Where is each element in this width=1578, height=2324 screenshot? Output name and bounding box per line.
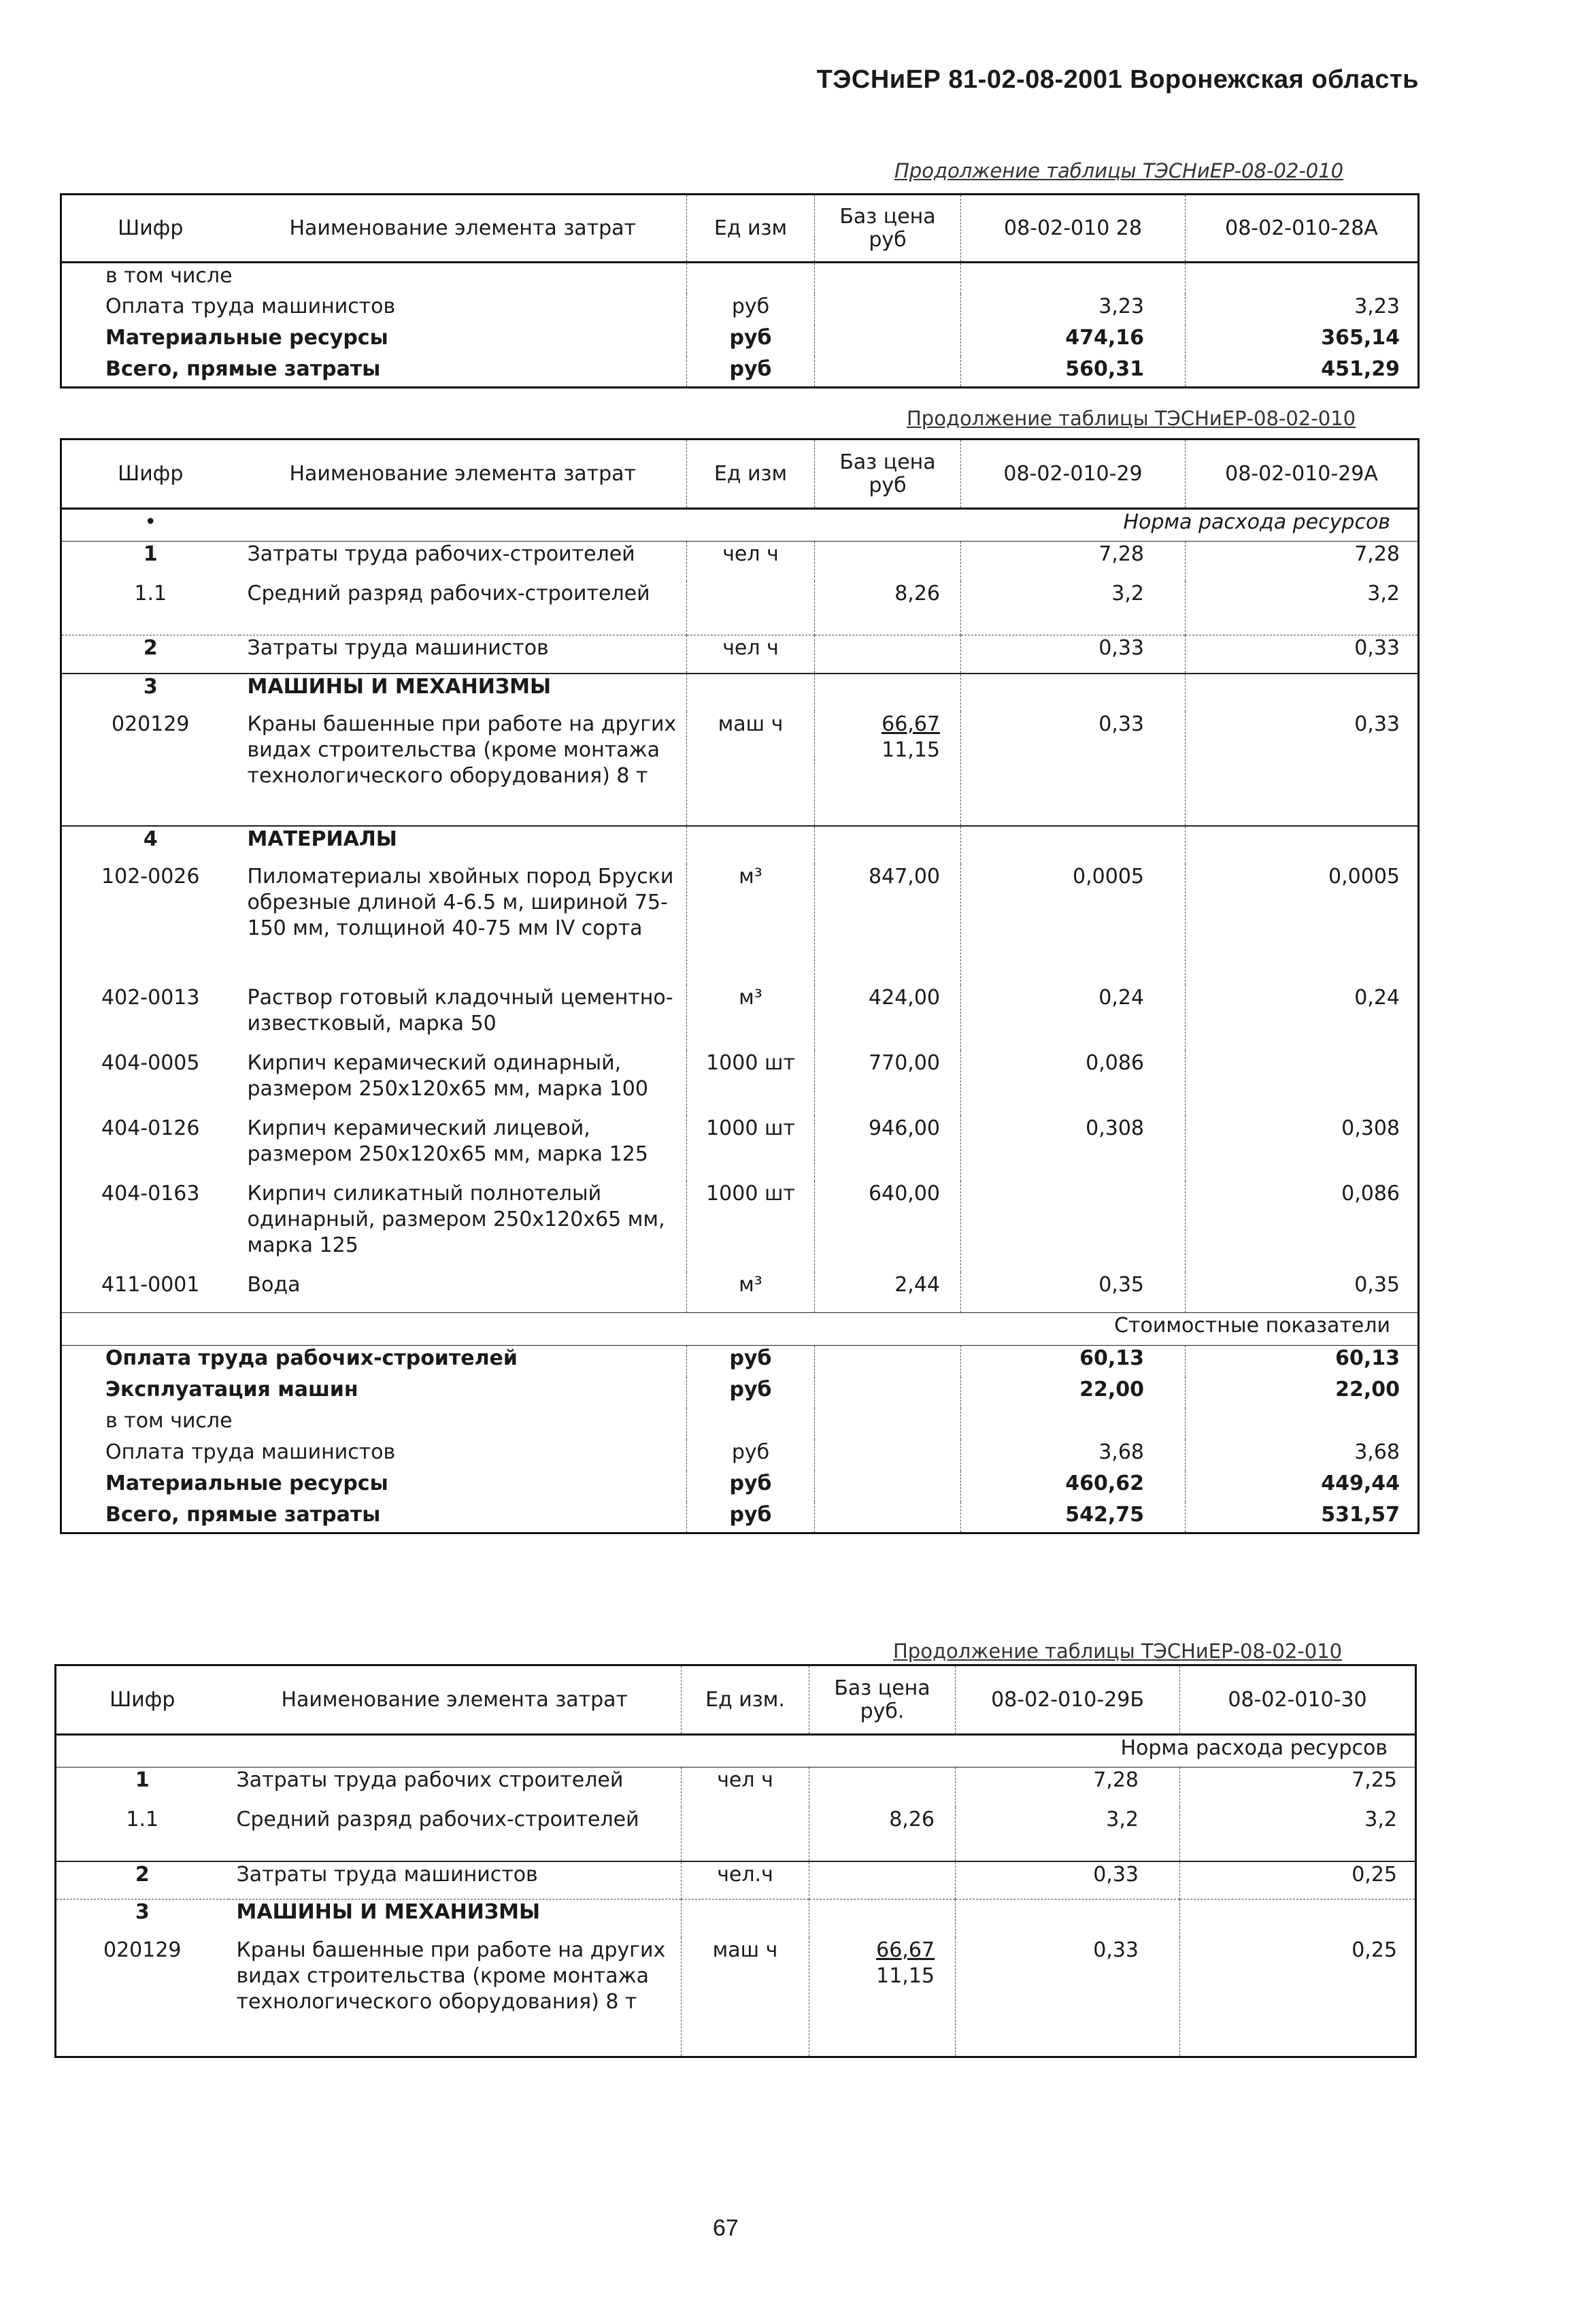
table-row: Оплата труда машинистов руб 3,68 3,68 xyxy=(61,1440,1419,1471)
table-row: Материальные ресурсы руб 474,16 365,14 xyxy=(61,325,1419,356)
table3 xyxy=(54,1664,1417,2058)
table1-caption: Продолжение таблицы ТЭСНиЕР-08-02-010 xyxy=(894,159,1344,182)
table-row: 402-0013 Раствор готовый кладочный цементно-известковый, марка 50 м³ 424,00 0,24 0,24 xyxy=(61,985,1419,1050)
col-a-header: 08-02-010-29 xyxy=(961,439,1186,509)
col-b-header: 08-02-010-30 xyxy=(1180,1665,1416,1735)
table-row: 020129 Краны башенные при работе на других видах строительства (кроме монтажа технологического оборудования) 8 т маш ч 66,67 11,15 0,33 0,33 xyxy=(61,712,1419,826)
table-row: 411-0001 Вода м³ 2,44 0,35 0,35 xyxy=(61,1272,1419,1313)
table-row: Оплата труда машинистов руб 3,23 3,23 xyxy=(61,294,1419,325)
table-row: 102-0026 Пиломатериалы хвойных пород Бруски обрезные длиной 4-6.5 м, шириной 75-150 мм, толщиной 40-75 мм IV сорта м³ 847,00 0,0005 0,0005 xyxy=(61,864,1419,985)
col-name-header: Наименование элемента затрат xyxy=(239,195,687,263)
table-row: 404-0126 Кирпич керамический лицевой, размером 250x120x65 мм, марка 125 1000 шт 946,00 0,308 0,308 xyxy=(61,1116,1419,1181)
col-price-header: Баз цена руб xyxy=(815,439,961,509)
col-unit-header: Ед изм xyxy=(687,195,815,263)
table-row: Всего, прямые затраты руб 560,31 451,29 xyxy=(61,356,1419,388)
table-row: 1 Затраты труда рабочих-строителей чел ч 7,28 7,28 xyxy=(61,542,1419,581)
col-code-header: Шифр xyxy=(61,195,239,263)
table-row: 020129 Краны башенные при работе на других видах строительства (кроме монтажа технологического оборудования) 8 т маш ч 66,67 11,15 0,33 0,25 xyxy=(56,1938,1416,2057)
bullet-mark: • xyxy=(61,509,239,542)
col-name-header: Наименование элемента затрат xyxy=(239,439,687,509)
table-row: Эксплуатация машин руб 22,00 22,00 xyxy=(61,1377,1419,1408)
col-b-header: 08-02-010-29А xyxy=(1186,439,1419,509)
col-name-header: Наименование элемента затрат xyxy=(229,1665,682,1735)
table-row: 3 МАШИНЫ И МЕХАНИЗМЫ xyxy=(56,1899,1416,1938)
col-price-header: Баз цена руб. xyxy=(809,1665,956,1735)
page-number: 67 xyxy=(713,2215,739,2241)
table-row: Всего, прямые затраты руб 542,75 531,57 xyxy=(61,1502,1419,1533)
table-row: 2 Затраты труда машинистов чел.ч 0,33 0,25 xyxy=(56,1861,1416,1899)
col-a-header: 08-02-010-29Б xyxy=(956,1665,1180,1735)
col-price-header: Баз цена руб xyxy=(815,195,961,263)
table2 xyxy=(60,438,1420,1534)
col-a-header: 08-02-010 28 xyxy=(961,195,1186,263)
table3-caption: Продолжение таблицы ТЭСНиЕР-08-02-010 xyxy=(893,1640,1343,1663)
table-row: Оплата труда рабочих-строителей руб 60,13 60,13 xyxy=(61,1346,1419,1377)
col-code-header: Шифр xyxy=(56,1665,229,1735)
document-header: ТЭСНиЕР 81-02-08-2001 Воронежская область xyxy=(816,65,1419,94)
table-row: 404-0163 Кирпич силикатный полнотелый одинарный, размером 250x120x65 мм, марка 125 1000 шт 640,00 0,086 xyxy=(61,1181,1419,1272)
table2-caption: Продолжение таблицы ТЭСНиЕР-08-02-010 xyxy=(907,407,1356,430)
col-b-header: 08-02-010-28А xyxy=(1186,195,1419,263)
norm-label: Норма расхода ресурсов xyxy=(239,509,1419,542)
table-row: 1.1 Средний разряд рабочих-строителей 8,26 3,2 3,2 xyxy=(61,581,1419,635)
table-row: 404-0005 Кирпич керамический одинарный, размером 250x120x65 мм, марка 100 1000 шт 770,00 0,086 xyxy=(61,1050,1419,1116)
col-unit-header: Ед изм. xyxy=(682,1665,809,1735)
norm-label: Норма расхода ресурсов xyxy=(56,1735,1416,1767)
table-row: 3 МАШИНЫ И МЕХАНИЗМЫ xyxy=(61,674,1419,712)
table-row: 4 МАТЕРИАЛЫ xyxy=(61,826,1419,864)
table1 xyxy=(60,193,1420,388)
col-unit-header: Ед изм xyxy=(687,439,815,509)
cost-label: Стоимостные показатели xyxy=(61,1313,1419,1346)
table-row: в том числе xyxy=(61,1408,1419,1440)
table-row: 1 Затраты труда рабочих строителей чел ч 7,28 7,25 xyxy=(56,1767,1416,1807)
col-code-header: Шифр xyxy=(61,439,239,509)
table-row: в том числе xyxy=(61,263,1419,294)
table-row: 2 Затраты труда машинистов чел ч 0,33 0,33 xyxy=(61,635,1419,674)
table-row: 1.1 Средний разряд рабочих-строителей 8,26 3,2 3,2 xyxy=(56,1807,1416,1861)
table-row: Материальные ресурсы руб 460,62 449,44 xyxy=(61,1471,1419,1502)
